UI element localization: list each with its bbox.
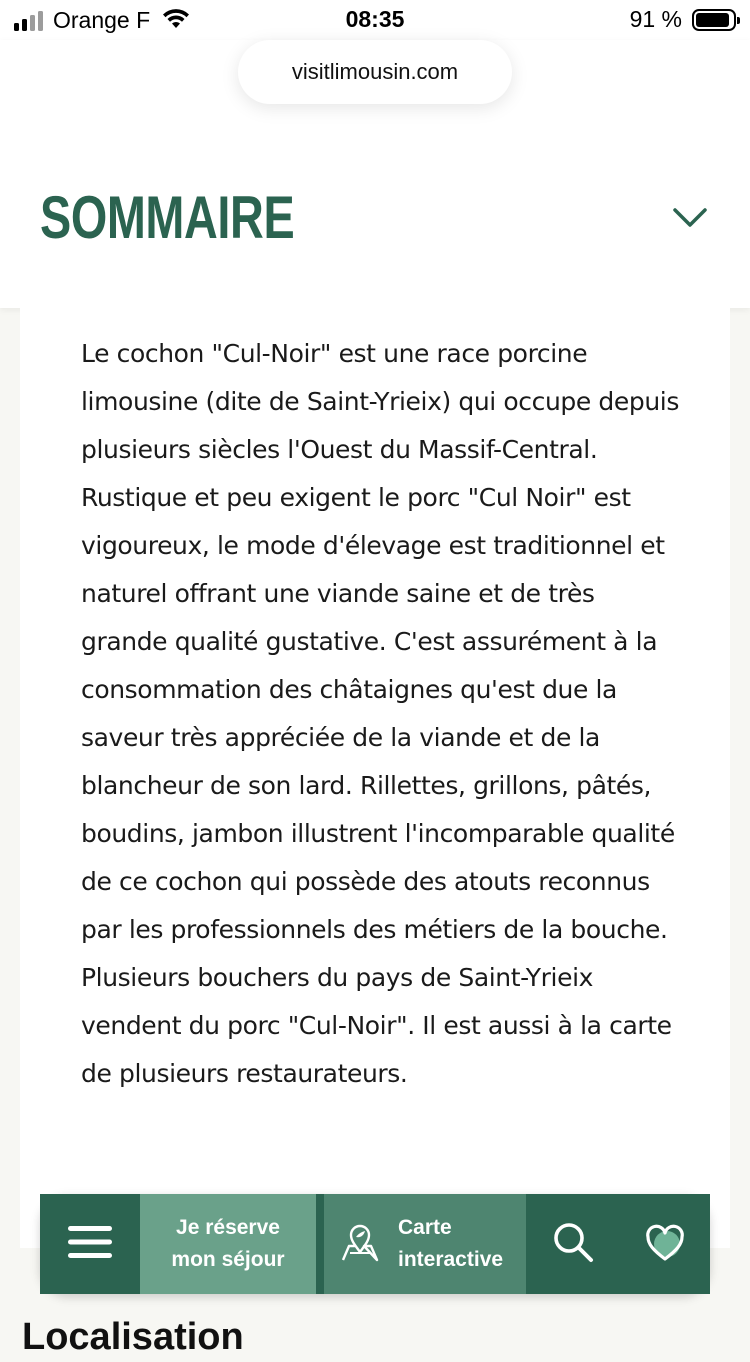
favorites-button[interactable] <box>620 1194 710 1294</box>
reserve-label-line1: Je réserve <box>176 1216 280 1239</box>
map-pin-icon <box>338 1224 382 1264</box>
reserve-label <box>171 1212 284 1276</box>
nav-divider <box>316 1194 324 1294</box>
sommaire-title[interactable]: SOMMAIRE <box>40 184 295 251</box>
carte-label-line2: interactive <box>398 1248 504 1271</box>
browser-url-bar[interactable]: visitlimousin.com <box>238 40 512 104</box>
search-button[interactable] <box>526 1194 620 1294</box>
heart-icon <box>645 1226 685 1262</box>
description-text: Le cochon "Cul-Noir" est une race porcine limousine (dite de Saint-Yrieix) qui occupe depuis plusieurs siècles l'Ouest du Massif-Central. Rustique et peu exigent le porc "Cul Noir" est vigoureux, le mode d'élevage est traditionnel et naturel offrant une viande saine et de très grande qualité gustative. C'est assurément à la consommation des châtaignes qu'est due la saveur très appréciée de la viande et de la blancheur de son lard. Rillettes, grillons, pâtés, boudins, jambon illustrent l'incomparable qualité de ce cochon qui possède des atouts reconnus par les professionnels des métiers de la bouche. Plusieurs bouchers du pays de Saint-Yrieix vendent du porc "Cul-Noir". Il est aussi à la carte de plusieurs restaurateurs. <box>81 339 679 1088</box>
status-time: 08:35 <box>345 6 405 32</box>
status-right <box>630 6 736 33</box>
battery-level <box>696 13 729 27</box>
search-icon <box>552 1221 594 1267</box>
reserve-stay-button[interactable] <box>140 1194 316 1294</box>
chevron-down-icon[interactable] <box>664 194 716 242</box>
status-bar <box>0 0 750 40</box>
reserve-label-line2: mon séjour <box>171 1248 285 1271</box>
menu-button[interactable] <box>40 1194 140 1294</box>
description-card <box>20 308 730 1248</box>
carte-label-line1: Carte <box>398 1216 452 1239</box>
interactive-map-button[interactable] <box>324 1194 526 1294</box>
section-heading-localisation: Localisation <box>22 1316 244 1358</box>
hamburger-menu-icon <box>66 1224 114 1264</box>
carte-label <box>398 1212 503 1276</box>
page-header <box>0 40 750 308</box>
carrier-name: Orange F <box>53 6 151 33</box>
battery-percentage: 91 % <box>629 6 682 32</box>
bottom-navigation <box>40 1194 710 1294</box>
battery-icon <box>692 9 736 31</box>
